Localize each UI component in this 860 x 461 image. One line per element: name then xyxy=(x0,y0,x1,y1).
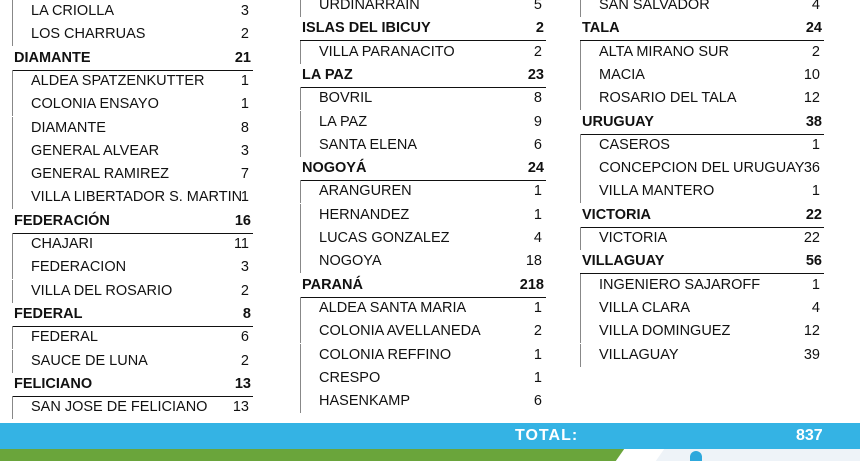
department-name: LA PAZ xyxy=(302,66,353,83)
locality-name: GENERAL ALVEAR xyxy=(31,142,160,159)
locality-name: FEDERACION xyxy=(31,259,127,276)
locality-count: 2 xyxy=(240,282,249,299)
locality-count: 4 xyxy=(811,299,820,316)
department-count: 8 xyxy=(242,305,251,322)
locality-row xyxy=(300,320,546,343)
locality-count: 13 xyxy=(232,399,249,416)
department-row xyxy=(300,274,546,298)
locality-count: 1 xyxy=(240,189,249,206)
department-count: 22 xyxy=(805,206,822,223)
department-count: 23 xyxy=(527,66,544,83)
locality-row xyxy=(580,41,824,64)
locality-name: VILLA DOMINGUEZ xyxy=(599,323,731,340)
locality-name: CASEROS xyxy=(599,136,670,153)
locality-count: 22 xyxy=(803,230,820,246)
locality-count: 7 xyxy=(240,166,249,183)
locality-count: 1 xyxy=(533,346,542,363)
department-name: FELICIANO xyxy=(14,375,93,392)
locality-count: 5 xyxy=(533,0,542,13)
department-row xyxy=(300,157,546,181)
locality-name: VILLAGUAY xyxy=(599,346,679,363)
locality-name: GENERAL RAMIREZ xyxy=(31,166,170,183)
locality-row xyxy=(580,344,824,367)
footer-green-band xyxy=(0,449,630,461)
locality-row xyxy=(12,233,253,256)
locality-row xyxy=(580,274,824,297)
locality-row xyxy=(12,186,253,209)
locality-count: 10 xyxy=(803,66,820,83)
department-row xyxy=(12,303,253,327)
locality-row xyxy=(580,157,824,180)
locality-row xyxy=(12,256,253,279)
locality-row xyxy=(300,297,546,320)
locality-count: 36 xyxy=(803,160,820,177)
locality-name: COLONIA AVELLANEDA xyxy=(319,323,481,340)
locality-row xyxy=(300,227,546,250)
locality-name: BOVRIL xyxy=(319,90,373,107)
locality-row xyxy=(300,0,546,17)
locality-name: COLONIA ENSAYO xyxy=(31,96,159,113)
locality-row xyxy=(12,117,253,140)
locality-count: 39 xyxy=(803,346,820,363)
department-count: 21 xyxy=(234,49,251,66)
locality-name: NOGOYA xyxy=(319,253,382,270)
locality-count: 6 xyxy=(533,393,542,410)
locality-row xyxy=(580,87,824,110)
locality-count: 1 xyxy=(533,206,542,223)
locality-count: 1 xyxy=(811,183,820,200)
locality-count: 9 xyxy=(533,113,542,130)
locality-count: 11 xyxy=(233,236,249,252)
department-row xyxy=(580,17,824,41)
department-row xyxy=(12,373,253,397)
locality-count: 4 xyxy=(533,230,542,246)
department-row xyxy=(580,111,824,135)
locality-name: URDINARRAIN xyxy=(319,0,420,13)
locality-count: 1 xyxy=(533,369,542,386)
department-row xyxy=(12,47,253,71)
department-row xyxy=(580,250,824,274)
locality-row xyxy=(300,87,546,110)
locality-row xyxy=(580,320,824,343)
locality-count: 3 xyxy=(240,259,249,276)
locality-row xyxy=(12,280,253,303)
department-count: 38 xyxy=(805,113,822,130)
logo-icon xyxy=(690,451,702,461)
locality-row xyxy=(12,326,253,349)
locality-name: SAN JOSE DE FELICIANO xyxy=(31,399,208,416)
locality-count: 18 xyxy=(525,253,542,270)
locality-count: 8 xyxy=(533,90,542,107)
locality-count: 1 xyxy=(533,183,542,200)
locality-name: CRESPO xyxy=(319,369,381,386)
department-name: VILLAGUAY xyxy=(582,253,665,270)
locality-name: SANTA ELENA xyxy=(319,136,418,153)
locality-name: CHAJARI xyxy=(31,236,94,252)
locality-row xyxy=(12,163,253,186)
locality-name: MACIA xyxy=(599,66,645,83)
locality-count: 2 xyxy=(240,352,249,369)
locality-count: 2 xyxy=(533,43,542,60)
locality-count: 2 xyxy=(533,323,542,340)
locality-name: INGENIERO SAJAROFF xyxy=(599,276,761,293)
department-row xyxy=(300,17,546,41)
locality-row xyxy=(580,134,824,157)
department-name: NOGOYÁ xyxy=(302,160,367,177)
department-name: FEDERACIÓN xyxy=(14,212,110,229)
locality-name: CONCEPCION DEL URUGUAY xyxy=(599,160,805,177)
locality-count: 2 xyxy=(811,43,820,60)
locality-count: 1 xyxy=(811,276,820,293)
locality-name: VICTORIA xyxy=(599,230,668,246)
locality-row xyxy=(300,41,546,64)
locality-row xyxy=(12,93,253,116)
locality-count: 1 xyxy=(533,299,542,316)
total-value: 837 xyxy=(796,427,823,444)
locality-name: LA PAZ xyxy=(319,113,368,130)
locality-row xyxy=(12,140,253,163)
locality-count: 12 xyxy=(803,90,820,107)
locality-row xyxy=(300,344,546,367)
locality-count: 4 xyxy=(811,0,820,13)
locality-count: 1 xyxy=(240,96,249,113)
locality-name: FEDERAL xyxy=(31,329,98,346)
department-name: TALA xyxy=(582,20,620,37)
department-count: 24 xyxy=(527,160,544,177)
locality-count: 3 xyxy=(240,3,249,19)
total-bar xyxy=(0,423,860,449)
department-name: URUGUAY xyxy=(582,113,654,130)
locality-row xyxy=(12,0,253,23)
locality-name: LA CRIOLLA xyxy=(31,3,115,19)
department-count: 16 xyxy=(234,212,251,229)
department-count: 24 xyxy=(805,20,822,37)
locality-name: HASENKAMP xyxy=(319,393,411,410)
locality-name: LOS CHARRUAS xyxy=(31,26,146,43)
locality-name: VILLA CLARA xyxy=(599,299,691,316)
locality-row xyxy=(580,297,824,320)
total-label: TOTAL: xyxy=(515,427,579,444)
locality-count: 8 xyxy=(240,119,249,136)
locality-row xyxy=(300,204,546,227)
locality-row xyxy=(580,180,824,203)
footer-divider xyxy=(616,449,664,461)
locality-name: DIAMANTE xyxy=(31,119,106,136)
department-name: DIAMANTE xyxy=(14,49,91,66)
locality-name: COLONIA REFFINO xyxy=(319,346,452,363)
footer-bar xyxy=(0,449,860,461)
department-name: FEDERAL xyxy=(14,305,83,322)
locality-row xyxy=(300,111,546,134)
locality-row xyxy=(300,367,546,390)
locality-count: 2 xyxy=(240,26,249,43)
department-row xyxy=(12,210,253,234)
locality-row xyxy=(300,180,546,203)
locality-name: SAUCE DE LUNA xyxy=(31,352,148,369)
locality-name: HERNANDEZ xyxy=(319,206,410,223)
locality-count: 1 xyxy=(811,136,820,153)
locality-count: 12 xyxy=(803,323,820,340)
locality-name: VILLA LIBERTADOR S. MARTIN xyxy=(31,189,243,206)
locality-row xyxy=(12,396,253,419)
department-row xyxy=(300,64,546,88)
locality-count: 6 xyxy=(240,329,249,346)
locality-name: ARANGUREN xyxy=(319,183,412,200)
department-count: 2 xyxy=(535,20,544,37)
locality-name: VILLA MANTERO xyxy=(599,183,715,200)
department-name: ISLAS DEL IBICUY xyxy=(302,20,431,37)
department-row xyxy=(580,204,824,228)
locality-name: ROSARIO DEL TALA xyxy=(599,90,737,107)
department-name: PARANÁ xyxy=(302,276,363,293)
locality-name: ALDEA SPATZENKUTTER xyxy=(31,72,205,89)
locality-count: 1 xyxy=(240,72,249,89)
locality-row xyxy=(12,350,253,373)
department-count: 218 xyxy=(519,276,544,293)
locality-row xyxy=(300,134,546,157)
locality-row xyxy=(300,390,546,413)
locality-row xyxy=(12,23,253,46)
locality-row xyxy=(300,250,546,273)
locality-count: 6 xyxy=(533,136,542,153)
locality-count: 3 xyxy=(240,142,249,159)
footer-light-band xyxy=(650,449,860,461)
locality-row xyxy=(580,64,824,87)
locality-row xyxy=(580,227,824,250)
locality-name: ALDEA SANTA MARIA xyxy=(319,299,467,316)
locality-name: ALTA MIRANO SUR xyxy=(599,43,729,60)
locality-name: LUCAS GONZALEZ xyxy=(319,230,450,246)
locality-name: VILLA DEL ROSARIO xyxy=(31,282,173,299)
department-count: 13 xyxy=(234,375,251,392)
department-count: 56 xyxy=(805,253,822,270)
department-name: VICTORIA xyxy=(582,206,652,223)
locality-name: VILLA PARANACITO xyxy=(319,43,455,60)
locality-row xyxy=(580,0,824,17)
locality-row xyxy=(12,70,253,93)
locality-name: SAN SALVADOR xyxy=(599,0,710,13)
